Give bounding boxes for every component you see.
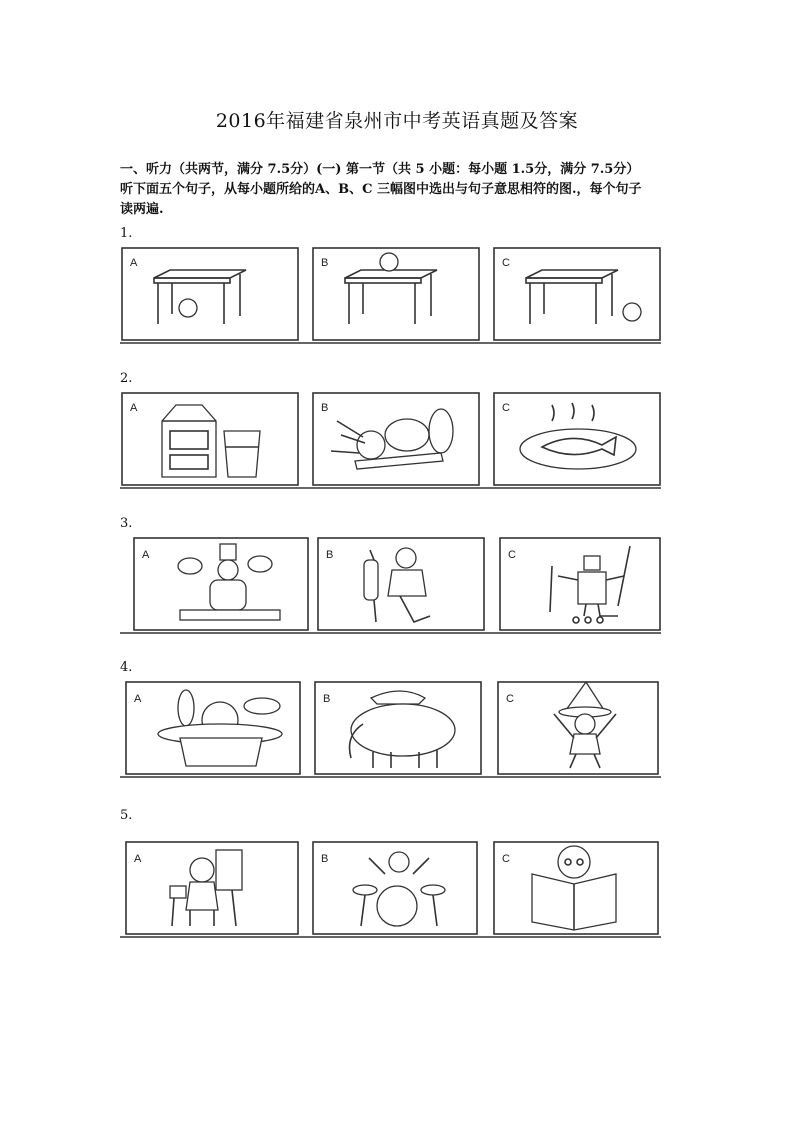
boy-with-hat-icon: [554, 682, 616, 768]
question-number-4: 4.: [120, 660, 133, 675]
option-label-c: C: [502, 853, 510, 865]
instruction-line-2: 听下面五个句子，从每小题所给的A、B、C 三幅图中选出与句子意思相符的图.，每个句子: [120, 182, 642, 197]
option-label-a: A: [134, 693, 142, 705]
question-5-pictures: [120, 840, 661, 940]
question-5-svg: [120, 840, 661, 940]
option-label-c: C: [502, 257, 510, 269]
instruction-line-1: 一、听力（共两节，满分 7.5分）(一) 第一节（共 5 小题：每小题 1.5分，满分 7.5分）: [120, 162, 640, 177]
ball-icon: [179, 299, 197, 317]
option-label-a: A: [134, 853, 142, 865]
option-a-picture: [126, 682, 300, 774]
option-label-b: B: [321, 402, 329, 414]
option-label-c: C: [508, 549, 516, 561]
page-title: 2016年福建省泉州市中考英语真题及答案: [215, 110, 579, 132]
elephant-icon: [350, 691, 456, 768]
glass-icon: [224, 431, 260, 477]
option-b-picture: [313, 393, 479, 485]
option-label-b: B: [321, 257, 329, 269]
option-label-c: C: [506, 693, 514, 705]
option-b-picture: [313, 248, 479, 340]
option-label-a: A: [130, 402, 138, 414]
option-a-picture: [122, 248, 298, 340]
instruction-line-3: 读两遍.: [120, 202, 164, 217]
milk-carton-icon: [162, 405, 216, 477]
option-label-a: A: [130, 257, 138, 269]
question-3-pictures: [120, 536, 661, 636]
option-a-picture: [126, 842, 298, 934]
table-icon: [345, 270, 437, 324]
option-label-b: B: [323, 693, 331, 705]
ball-icon: [623, 303, 641, 321]
boy-reading-book-icon: [532, 846, 616, 930]
question-4-svg: [120, 680, 661, 780]
question-1-svg: [120, 246, 661, 346]
table-icon: [154, 270, 246, 324]
option-label-a: A: [142, 549, 150, 561]
option-label-b: B: [321, 853, 329, 865]
option-label-c: C: [502, 402, 510, 414]
question-number-1: 1.: [120, 226, 133, 241]
option-b-picture: [313, 842, 477, 934]
boy-painting-icon: [170, 850, 242, 926]
question-4-pictures: [120, 680, 661, 780]
question-number-3: 3.: [120, 516, 133, 531]
question-2-pictures: [120, 391, 661, 491]
question-number-2: 2.: [120, 371, 133, 386]
robot-carrying-boy-icon: [364, 548, 430, 622]
option-b-picture: [318, 538, 484, 630]
robot-cleaning-icon: [550, 546, 630, 623]
option-c-picture: [494, 393, 660, 485]
option-c-picture: [494, 248, 660, 340]
option-a-picture: [134, 538, 308, 630]
option-c-picture: [494, 842, 658, 934]
table-icon: [526, 270, 618, 324]
option-c-picture: [500, 538, 660, 630]
ball-icon: [380, 253, 398, 271]
option-c-picture: [498, 682, 658, 774]
option-a-picture: [122, 393, 298, 485]
question-3-svg: [120, 536, 661, 636]
vegetables-icon: [331, 409, 453, 469]
robot-cooking-icon: [178, 544, 280, 620]
boy-playing-drums-icon: [353, 852, 445, 926]
rabbit-in-hat-icon: [158, 690, 282, 766]
fish-on-plate-icon: [520, 403, 636, 469]
question-2-svg: [120, 391, 661, 491]
option-b-picture: [315, 682, 481, 774]
option-label-b: B: [326, 549, 334, 561]
question-1-pictures: [120, 246, 661, 346]
question-number-5: 5.: [120, 808, 133, 823]
